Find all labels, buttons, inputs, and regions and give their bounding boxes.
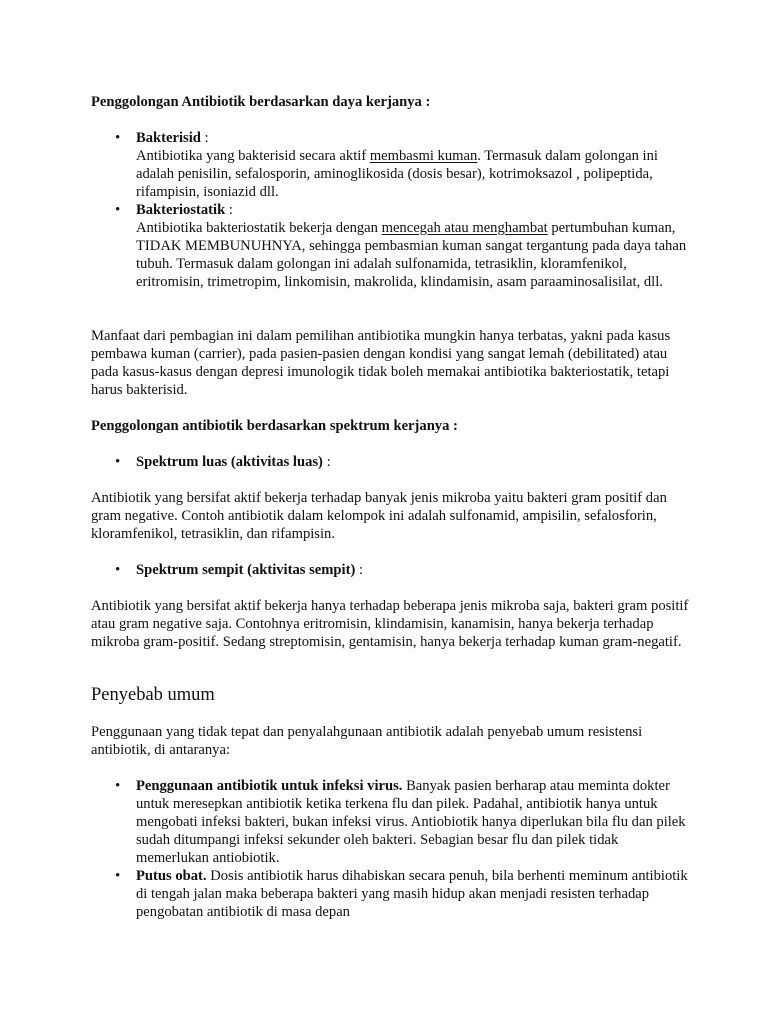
term-colon: :	[355, 562, 364, 578]
daya-kerja-list	[91, 129, 691, 291]
item-text: Dosis antibiotik harus dihabiskan secara penuh, bila berhenti meminum antibiotik di tengah jalan maka beberapa bakteri yang masih hidup akan menjadi resisten terhadap pengobatan antibiotik di masa depan	[136, 868, 688, 920]
paragraph-text: Manfaat dari pembagian ini dalam pemilihan antibiotika mungkin hanya terbatas, yakni pada kasus pembawa kuman (carrier), pada pasien-pasien dengan kondisi yang sangat lemah (debilitated) atau pada kasus-kasus dengan depresi imunologik tidak boleh memakai antibiotika bakteriostatik, tetapi harus bakterisid.	[91, 328, 671, 398]
term-colon: :	[225, 202, 233, 218]
list-item-spektrum-sempit	[91, 561, 691, 579]
heading-text: Penggolongan Antibiotik berdasarkan daya kerjanya :	[91, 94, 431, 110]
heading-text: Penyebab umum	[91, 685, 215, 705]
underlined-phrase: mencegah atau menghambat	[381, 220, 548, 236]
list-item-infeksi-virus	[91, 777, 691, 867]
term-bakteriostatik: Bakteriostatik	[136, 202, 226, 218]
term-colon: :	[200, 130, 209, 146]
paragraph-text: Antibiotik yang bersifat aktif bekerja terhadap banyak jenis mikroba yaitu bakteri gram positif dan gram negative. Contoh antibiotik dalam kelompok ini adalah sulfonamid, ampisilin, sefalosforin, kloramfenikol, tetrasiklin, dan rifampisin.	[91, 490, 667, 542]
desc-post: . Termasuk dalam golongan ini adalah penisilin, sefalosporin, aminoglikosida (dosis besar), kotrimoksazol , polipeptida, rifampisin, isoniazid dll.	[136, 148, 658, 200]
spektrum-luas-desc	[91, 489, 691, 543]
manfaat-paragraph	[91, 327, 691, 399]
item-text: Banyak pasien berharap atau meminta dokter untuk meresepkan antibiotik ketika terkena flu dan pilek. Padahal, antibiotik hanya untuk mengobati infeksi bakteri, bukan infeksi virus. Antiobiotik hanya diperlukan bila flu dan pilek sudah ditumpangi infeksi sekunder oleh bakteri. Sebagian besar flu dan pilek tidak memerlukan antiobiotik.	[136, 778, 686, 866]
term-bakterisid: Bakterisid	[136, 130, 201, 146]
paragraph-text: Penggunaan yang tidak tepat dan penyalahgunaan antibiotik adalah penyebab umum resistensi antibiotik, di antaranya:	[91, 724, 643, 758]
penyebab-list	[91, 777, 691, 921]
desc-pre: Antibiotika yang bakterisid secara aktif	[136, 148, 370, 164]
heading-text: Penggolongan antibiotik berdasarkan spektrum kerjanya :	[91, 418, 458, 434]
underlined-phrase: membasmi kuman	[369, 148, 478, 164]
section-heading-spektrum	[91, 417, 691, 435]
spektrum-sempit-list	[91, 561, 691, 579]
list-item-spektrum-luas	[91, 453, 691, 471]
desc-pre: Antibiotika bakteriostatik bekerja dengan	[136, 220, 382, 236]
list-item-putus-obat	[91, 867, 691, 921]
term-spektrum-luas: Spektrum luas (aktivitas luas)	[136, 454, 323, 470]
list-item-bakteriostatik	[91, 201, 691, 291]
section-heading-daya-kerja	[91, 93, 691, 111]
term-spektrum-sempit: Spektrum sempit (aktivitas sempit)	[136, 562, 356, 578]
desc-post: pertumbuhan kuman, TIDAK MEMBUNUHNYA, sehingga pembasmian kuman sangat tergantung pada daya tahan tubuh. Termasuk dalam golongan ini adalah sulfonamida, tetrasiklin, kloramfenikol, eritromisin, trimetropim, linkomisin, makrolida, klindamisin, asam paraaminosalisilat, dll.	[136, 220, 687, 290]
list-item-bakterisid	[91, 129, 691, 201]
term-putus-obat: Putus obat.	[136, 868, 207, 884]
penyebab-intro	[91, 723, 691, 759]
term-infeksi-virus: Penggunaan antibiotik untuk infeksi virus.	[136, 778, 403, 794]
paragraph-text: Antibiotik yang bersifat aktif bekerja hanya terhadap beberapa jenis mikroba saja, bakteri gram positif atau gram negative saja. Contohnya eritromisin, klindamisin, kanamisin, hanya bekerja terhadap mikroba gram-positif. Sedang streptomisin, gentamisin, hanya bekerja terhadap kuman gram-negatif.	[91, 598, 689, 650]
term-colon: :	[322, 454, 331, 470]
spektrum-sempit-desc	[91, 597, 691, 651]
section-heading-penyebab	[91, 684, 691, 706]
spektrum-luas-list	[91, 453, 691, 471]
